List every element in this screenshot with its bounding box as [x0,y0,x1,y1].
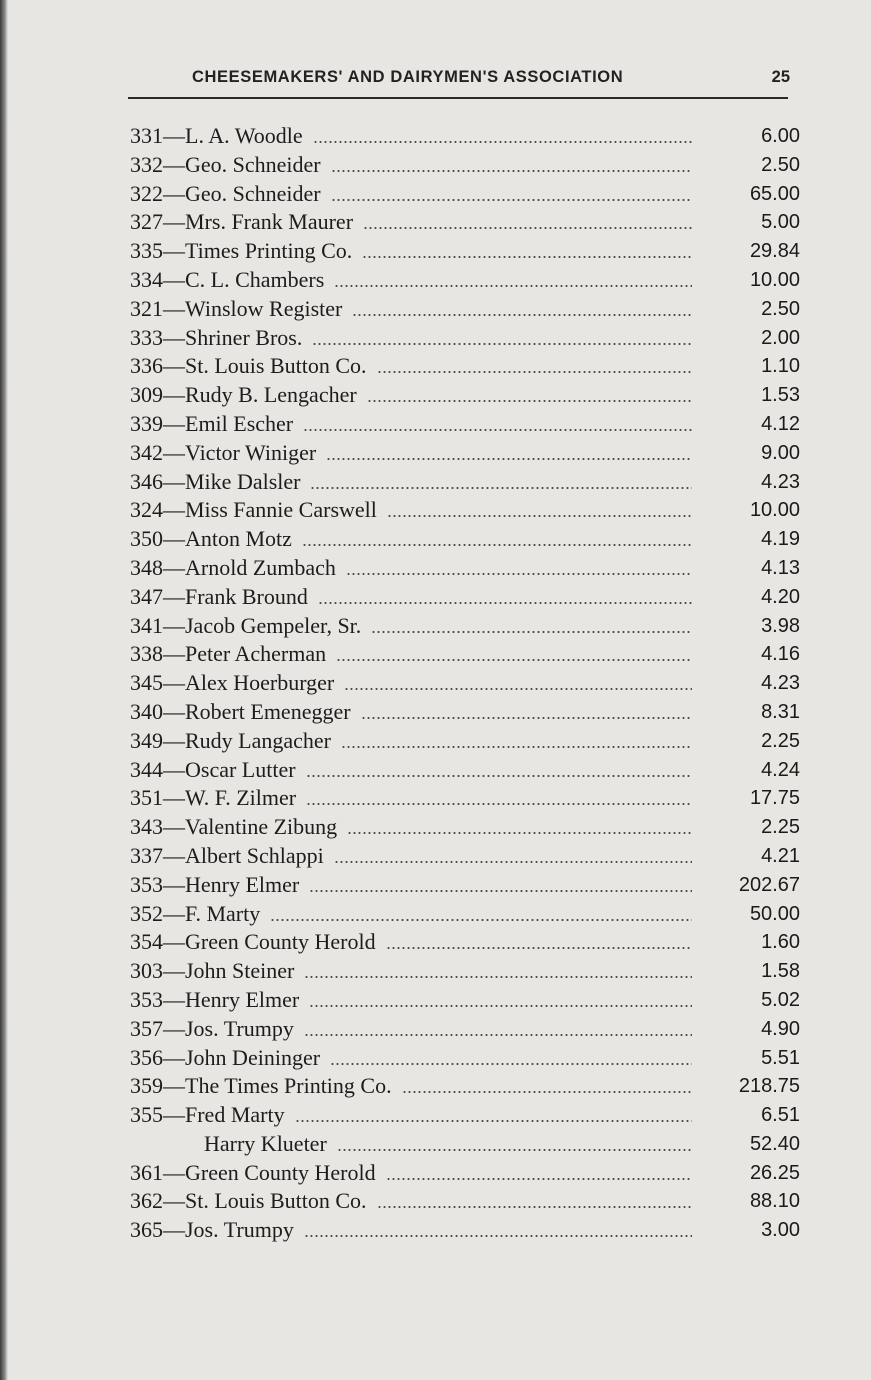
ledger-entry [130,439,800,468]
ledger-entry [130,468,800,497]
entry-amount: 10.00 [749,499,800,522]
page-spine-shadow [0,0,8,1380]
dot-leader [303,429,692,431]
dot-leader [371,631,692,633]
ledger-entry [130,554,800,583]
ledger-entry [130,1072,800,1101]
dot-leader [341,746,692,748]
ledger-entry [130,900,800,929]
entry-text: 341—Jacob Gempeler, Sr. [130,612,362,638]
dot-leader [313,141,692,143]
dot-leader [331,170,692,172]
entry-text: 309—Rudy B. Lengacher [130,382,357,408]
dot-leader [402,1091,692,1093]
dot-leader [326,458,692,460]
entry-text: 354—Green County Herold [130,929,376,955]
entry-amount: 50.00 [749,902,800,925]
dot-leader [352,314,692,316]
ledger-entry [130,698,800,727]
dot-leader [295,1120,692,1122]
entry-amount: 3.00 [761,1219,800,1242]
entry-text: 348—Arnold Zumbach [130,554,336,580]
entry-text: 346—Mike Dalsler [130,468,301,494]
ledger-entry [130,1159,800,1188]
dot-leader [346,573,692,575]
ledger-entry [130,525,800,554]
ledger-entry [130,986,800,1015]
ledger-entry [130,1216,800,1245]
dot-leader [304,1034,692,1036]
ledger-entry [130,756,800,785]
dot-leader [386,947,692,949]
ledger-entry [130,266,800,295]
entry-text: 340—Robert Emenegger [130,698,351,724]
ledger-entry [130,928,800,957]
entry-amount: 4.19 [761,528,800,551]
ledger-entry [130,612,800,641]
entry-amount: 4.13 [761,556,800,579]
entry-amount: 1.10 [761,355,800,378]
ledger-entry [130,1044,800,1073]
ledger-entry [130,122,800,151]
entry-amount: 26.25 [749,1161,800,1184]
dot-leader [377,1206,692,1208]
ledger-list [130,122,800,1245]
entry-text: 335—Times Printing Co. [130,238,353,264]
ledger-entry [130,410,800,439]
dot-leader [312,343,692,345]
dot-leader [337,1149,692,1151]
entry-text: 327—Mrs. Frank Maurer [130,209,354,235]
dot-leader [347,832,692,834]
entry-text: 361—Green County Herold [130,1159,376,1185]
ledger-entry [130,381,800,410]
entry-text: 355—Fred Marty [130,1102,285,1128]
dot-leader [336,659,692,661]
ledger-entry [130,180,800,209]
entry-text: 324—Miss Fannie Carswell [130,497,377,523]
entry-amount: 4.24 [761,758,800,781]
entry-text: 334—C. L. Chambers [130,266,325,292]
dot-leader [344,688,692,690]
entry-amount: 5.02 [761,988,800,1011]
ledger-entry [130,842,800,871]
entry-amount: 5.51 [761,1046,800,1069]
entry-text: 351—W. F. Zilmer [130,785,297,811]
entry-amount: 4.23 [761,672,800,695]
ledger-entry [130,957,800,986]
ledger-entry [130,324,800,353]
entry-amount: 2.25 [761,729,800,752]
entry-amount: 218.75 [738,1075,800,1098]
dot-leader [330,1063,692,1065]
entry-text: 357—Jos. Trumpy [130,1015,294,1041]
entry-text: 336—St. Louis Button Co. [130,353,367,379]
dot-leader [377,371,692,373]
entry-amount: 3.98 [761,614,800,637]
running-header [128,62,788,96]
entry-amount: 4.16 [761,643,800,666]
ledger-entry [130,295,800,324]
entry-text: 321—Winslow Register [130,295,343,321]
entry-text: 349—Rudy Langacher [130,727,331,753]
entry-text: 331—L. A. Woodle [130,123,303,148]
entry-amount: 1.53 [761,384,800,407]
dot-leader [334,285,692,287]
entry-amount: 4.90 [761,1017,800,1040]
entry-text: 362—St. Louis Button Co. [130,1188,367,1214]
entry-amount: 2.50 [761,153,800,176]
entry-amount: 2.50 [761,297,800,320]
entry-amount: 52.40 [749,1132,800,1155]
entry-amount: 1.60 [761,931,800,954]
entry-text: 353—Henry Elmer [130,986,300,1012]
dot-leader [367,400,692,402]
dot-leader [318,602,692,604]
entry-amount: 202.67 [738,873,800,896]
entry-text: 343—Valentine Zibung [130,814,338,840]
ledger-entry [130,208,800,237]
page-number: 25 [771,68,790,86]
entry-text: 365—Jos. Trumpy [130,1217,294,1243]
entry-amount: 6.51 [761,1104,800,1127]
entry-amount: 1.58 [761,960,800,983]
entry-amount: 4.21 [761,844,800,867]
dot-leader [361,717,692,719]
dot-leader [306,775,692,777]
entry-text: 303—John Steiner [130,958,295,984]
entry-text: 322—Geo. Schneider [130,180,321,206]
ledger-entry [130,871,800,900]
dot-leader [386,1178,692,1180]
ledger-entry [130,669,800,698]
entry-text: 332—Geo. Schneider [130,151,321,177]
entry-text: 344—Oscar Lutter [130,756,296,782]
ledger-entry [130,583,800,612]
ledger-entry [130,813,800,842]
header-rule [128,97,788,99]
dot-leader [304,976,692,978]
ledger-entry [130,352,800,381]
entry-amount: 4.12 [761,412,800,435]
entry-text: 353—Henry Elmer [130,871,300,897]
ledger-entry [130,1187,800,1216]
ledger-entry [130,640,800,669]
entry-amount: 10.00 [749,268,800,291]
ledger-entry [130,784,800,813]
entry-text: 333—Shriner Bros. [130,324,303,350]
entry-amount: 8.31 [761,700,800,723]
entry-text: 350—Anton Motz [130,526,292,552]
entry-text: 359—The Times Printing Co. [130,1073,392,1099]
dot-leader [270,919,692,921]
dot-leader [362,256,692,258]
dot-leader [304,1235,692,1237]
entry-text: 338—Peter Acherman [130,641,327,667]
entry-amount: 2.00 [761,326,800,349]
entry-amount: 29.84 [749,240,800,263]
entry-text: 345—Alex Hoerburger [130,670,335,696]
entry-amount: 4.20 [761,585,800,608]
entry-text: 339—Emil Escher [130,410,294,436]
entry-text: 352—F. Marty [130,900,261,926]
dot-leader [302,544,692,546]
dot-leader [310,487,692,489]
dot-leader [309,890,692,892]
ledger-entry [130,1101,800,1130]
ledger-entry [130,237,800,266]
entry-amount: 65.00 [749,182,800,205]
entry-amount: 4.23 [761,470,800,493]
ledger-entry [130,727,800,756]
dot-leader [309,1005,692,1007]
entry-text: Harry Klueter [204,1130,327,1156]
entry-text: 342—Victor Winiger [130,439,317,465]
entry-amount: 88.10 [749,1190,800,1213]
entry-text: 356—John Deininger [130,1044,321,1070]
ledger-entry [130,496,800,525]
dot-leader [331,199,692,201]
dot-leader [334,861,692,863]
entry-amount: 6.00 [761,125,800,147]
running-header-title: CHEESEMAKERS' AND DAIRYMEN'S ASSOCIATION [192,68,624,86]
dot-leader [306,803,692,805]
ledger-entry [130,151,800,180]
dot-leader [387,515,692,517]
entry-amount: 17.75 [749,787,800,810]
entry-amount: 2.25 [761,816,800,839]
ledger-entry [130,1015,800,1044]
ledger-entry [130,1130,800,1159]
entry-amount: 5.00 [761,211,800,234]
entry-text: 337—Albert Schlappi [130,842,324,868]
entry-text: 347—Frank Bround [130,583,308,609]
entry-amount: 9.00 [761,441,800,464]
dot-leader [363,227,692,229]
